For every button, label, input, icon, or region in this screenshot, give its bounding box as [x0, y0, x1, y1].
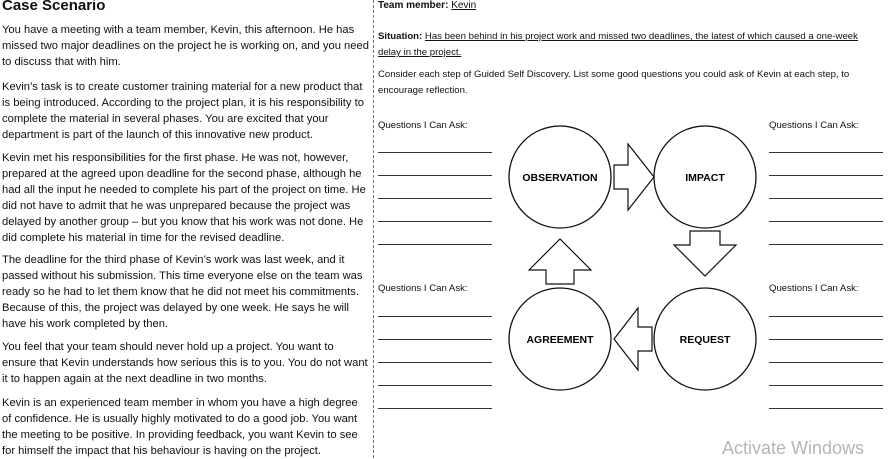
case-scenario-panel	[0, 0, 372, 458]
team-member-name: Kevin	[451, 0, 477, 11]
scenario-paragraph-2: Kevin’s task is to create customer training material for a new product that is being introduced. According to the project plan, it is his responsibility to complete the material in several phases. You are excited that your department is part of the launch of this innovative new product.	[2, 81, 364, 141]
scenario-paragraph-1: You have a meeting with a team member, Kevin, this afternoon. He has missed two major deadlines on the project he is working on, and you need to discuss that with him.	[2, 24, 369, 68]
page-divider	[373, 0, 374, 458]
observation-label: OBSERVATION	[522, 172, 598, 184]
request-label: REQUEST	[679, 334, 731, 346]
case-scenario-title: Case Scenario	[2, 0, 106, 14]
scenario-paragraph-6: Kevin is an experienced team member in whom you have a high degree of confidence. He is usually highly motivated to do a good job. You want the meeting to be positive. In providing feedback, you want Kevin to see for himself the impact that his behaviour is having on the project.	[2, 397, 358, 457]
team-member-label: Team member:	[378, 0, 449, 11]
arrow-right-icon	[614, 144, 654, 210]
situation-label: Situation:	[378, 31, 423, 42]
questions-label-bottom-right: Questions I Can Ask:	[769, 283, 859, 294]
scenario-paragraph-3: Kevin met his responsibilities for the first phase. He was not, however, prepared at the agreed upon deadline for the second phase, although he had all the input he needed to complete his part of the project on time. He did not have to admit that he was unprepared because the project was delayed by another group – but you know that his work was not done. He did complete his material in time for the revised deadline.	[2, 152, 366, 244]
impact-label: IMPACT	[685, 172, 725, 184]
questions-label-top-left: Questions I Can Ask:	[378, 120, 468, 131]
activate-windows-watermark: Activate Windows	[722, 438, 865, 458]
situation-text: Has been behind in his project work and missed two deadlines, the latest of which caused a one-week delay in the project.	[378, 31, 858, 58]
agreement-label: AGREEMENT	[526, 334, 594, 346]
arrow-up-icon	[529, 239, 591, 284]
instructions-text: Consider each step of Guided Self Discovery. List some good questions you could ask of Kevin at each step, to encourage reflection.	[378, 69, 850, 96]
arrow-left-icon	[614, 308, 652, 370]
questions-label-bottom-left: Questions I Can Ask:	[378, 283, 468, 294]
questions-label-top-right: Questions I Can Ask:	[769, 120, 859, 131]
scenario-paragraph-4: The deadline for the third phase of Kevin’s work was last week, and it passed without his submission. This time everyone else on the team was ready so he had to let them know that he did not meet his commitments. Because of this, the project was delayed by one week. He says he will have his work completed by then.	[2, 254, 363, 330]
scenario-paragraph-5: You feel that your team should never hold up a project. You want to ensure that Kevin understands how serious this is to you. You do not want it to happen again at the next deadline in two months.	[2, 341, 368, 385]
guided-self-discovery-diagram	[378, 0, 891, 458]
arrow-down-icon	[674, 231, 736, 276]
worksheet-panel	[378, 0, 891, 458]
